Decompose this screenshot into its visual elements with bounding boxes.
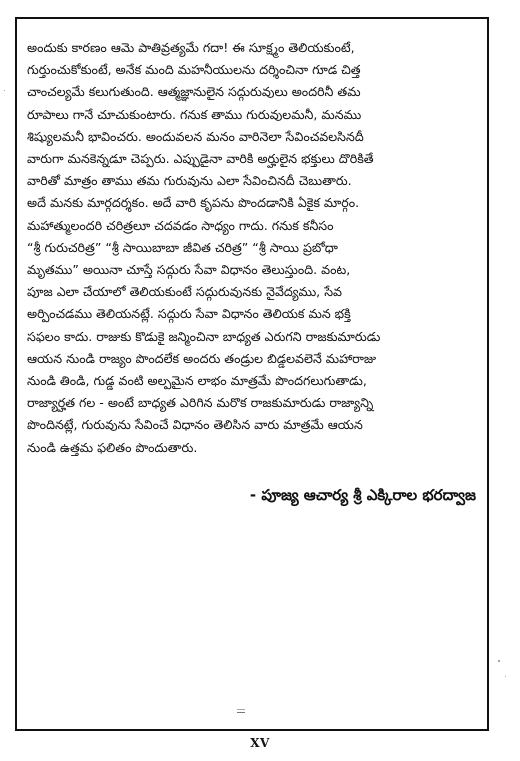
text-line: నుండి తిండి, గుడ్డ వంటి అల్పమైన లాభం మాత్రమే పొందగలుగుతాడు,: [27, 373, 367, 389]
text-line: మహాత్ములందరి చరిత్రలూ చదవడం సాధ్యం గాదు. గనుక కనీసం: [27, 217, 334, 233]
text-line: వారితో మాత్రం తాము తమ గురువును ఎలా సేవించినదీ చెబుతారు.: [27, 173, 352, 189]
text-line: గుర్తుంచుకోకుంటే, అనేక మంది మహనీయులను దర్శించినా గూడ చిత్త: [27, 62, 361, 78]
text-line: ఆయన నుండి రాజ్యం పొందలేక అందరు తండ్రుల బిడ్డలవలెనే మహారాజు: [27, 350, 377, 366]
scan-mark: [237, 712, 245, 713]
text-line: అర్పించడము తెలియనట్లే. సద్గురు సేవా విధానం తెలియక మన భక్తి: [27, 306, 351, 322]
text-line: శిష్యులమనీ భావించరు. అందువలన మనం వారినెలా సేవించవలసినదీ: [27, 128, 364, 144]
text-line: పొందినట్లే, గురువును సేవించే విధానం తెలిసిన వారు మాత్రమే ఆయన: [27, 417, 363, 433]
body-paragraph: [27, 37, 482, 459]
scan-speck: [498, 660, 500, 662]
text-line: “శ్రీ గురుచరిత్ర” “శ్రీ సాయిబాబా జీవిత చరిత్ర” “శ్రీ సాయి ప్రబోధా: [27, 239, 338, 255]
text-line: రూపాలు గానే చూచుకుంటారు. గనుక తాము గురువులమనీ, మనము: [27, 106, 362, 122]
text-line: మృతము” అయినా చూస్తే సద్గురు సేవా విధానం తెలుస్తుంది. వంట,: [27, 262, 351, 278]
text-line: పూజ ఎలా చేయాలో తెలియకుంటే సద్గురువునకు నైవేద్యము, సేవ: [27, 284, 342, 300]
text-line: రాజ్యార్హత గల - అంటే బాధ్యత ఎరిగిన మరొక రాజకుమారుడు రాజ్యాన్ని: [27, 395, 374, 411]
page-number: XV: [250, 736, 270, 750]
text-line: అదే మనకు మార్గదర్శకం. అదే వారి కృపను పొందడానికి ఏకైక మార్గం.: [27, 195, 360, 211]
scan-speck: [4, 90, 5, 91]
text-line: అందుకు కారణం ఆమె పాతివ్రత్యమే గదా! ఈ సూక్ష్మం తెలియకుంటే,: [27, 40, 355, 55]
text-line: నుండి ఉత్తమ ఫలితం పొందుతారు.: [27, 439, 198, 455]
scan-speck: [505, 676, 506, 677]
text-line: చాంచల్యమే కలుగుతుంది. ఆత్మజ్ఞానులైన సద్గురువులు అందరినీ తమ: [27, 84, 361, 100]
text-line: సఫలం కాదు. రాజుకు కొడుకై జన్మించినా బాధ్యత ఎరుగని రాజకుమారుడు: [27, 328, 381, 344]
author-signature: - పూజ్య ఆచార్య శ్రీ ఎక్కిరాల భరద్వాజ: [249, 486, 476, 504]
text-line: వారుగా మనకెన్నడూ చెప్పరు. ఎప్పుడైనా వారికి అర్హులైన భక్తులు దొరికితే: [27, 151, 374, 167]
